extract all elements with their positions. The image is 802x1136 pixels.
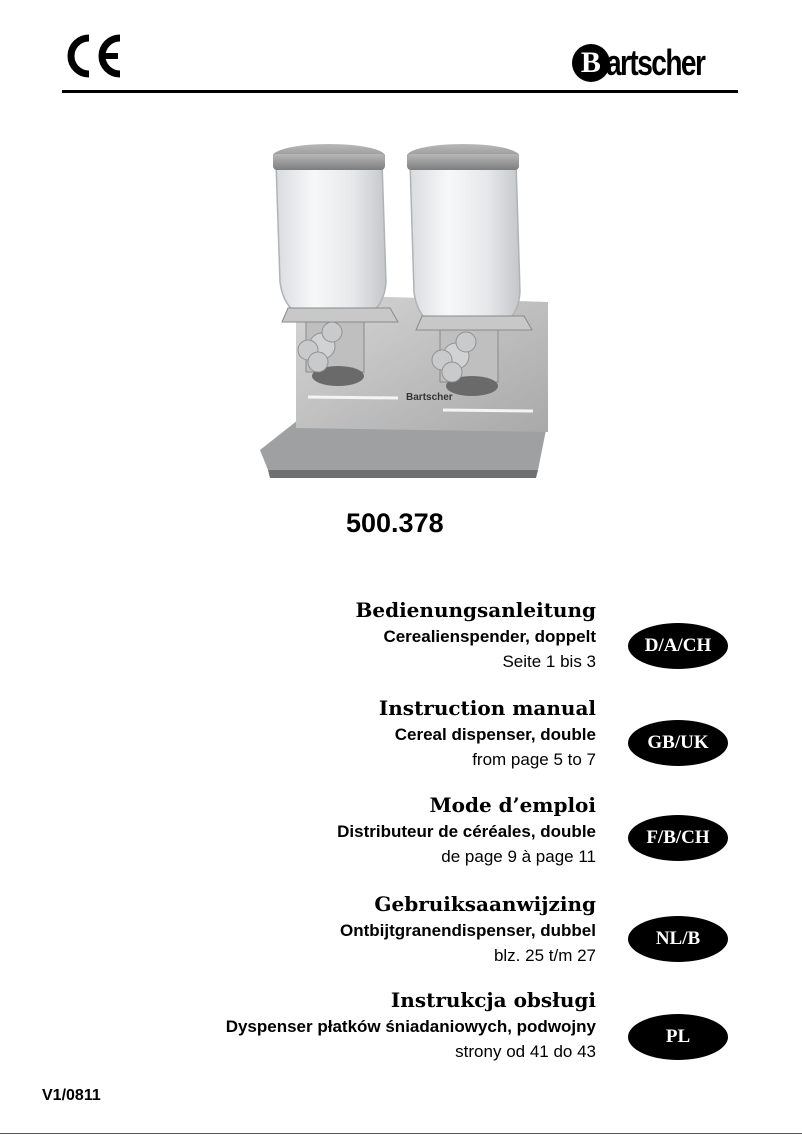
section-de	[355, 596, 596, 674]
section-fr	[337, 791, 596, 869]
section-title: Instrukcja obsługi	[390, 988, 596, 1012]
section-pl	[226, 986, 596, 1064]
section-title: Mode d’emploi	[429, 793, 596, 817]
section-title: Instruction manual	[378, 696, 596, 720]
section-nl	[340, 890, 596, 968]
section-title: Bedienungsanleitung	[355, 598, 596, 622]
product-photo	[248, 132, 560, 490]
brand-logo-initial: B	[572, 44, 610, 82]
section-pages: de page 9 à page 11	[441, 847, 596, 866]
language-badge-de: D/A/CH	[628, 623, 728, 669]
panel-logo: Bartscher	[406, 392, 453, 403]
brand-logo	[572, 40, 732, 86]
section-subtitle: Dyspenser płatków śniadaniowych, podwojny	[225, 1017, 596, 1036]
section-subtitle: Ontbijtgranendispenser, dubbel	[340, 921, 596, 940]
footer-divider	[0, 1133, 802, 1134]
section-en	[379, 694, 596, 772]
section-subtitle: Cerealienspender, doppelt	[383, 627, 596, 646]
section-pages: Seite 1 bis 3	[502, 652, 596, 671]
ce-mark-icon	[62, 30, 126, 82]
section-title: Gebruiksaanwijzing	[374, 892, 596, 916]
language-badge-fr: F/B/CH	[628, 815, 728, 861]
version-label: V1/0811	[42, 1087, 101, 1104]
section-pages: from page 5 to 7	[472, 750, 596, 769]
model-number: 500.378	[346, 508, 444, 538]
brand-logo-text: artscher	[605, 42, 705, 83]
language-badge-nl: NL/B	[628, 916, 728, 962]
language-badge-en: GB/UK	[628, 720, 728, 766]
section-subtitle: Cereal dispenser, double	[394, 725, 596, 744]
header-divider	[62, 90, 738, 93]
language-badge-pl: PL	[628, 1014, 728, 1060]
section-pages: blz. 25 t/m 27	[493, 946, 596, 965]
section-subtitle: Distributeur de céréales, double	[337, 822, 596, 841]
section-pages: strony od 41 do 43	[455, 1042, 596, 1061]
